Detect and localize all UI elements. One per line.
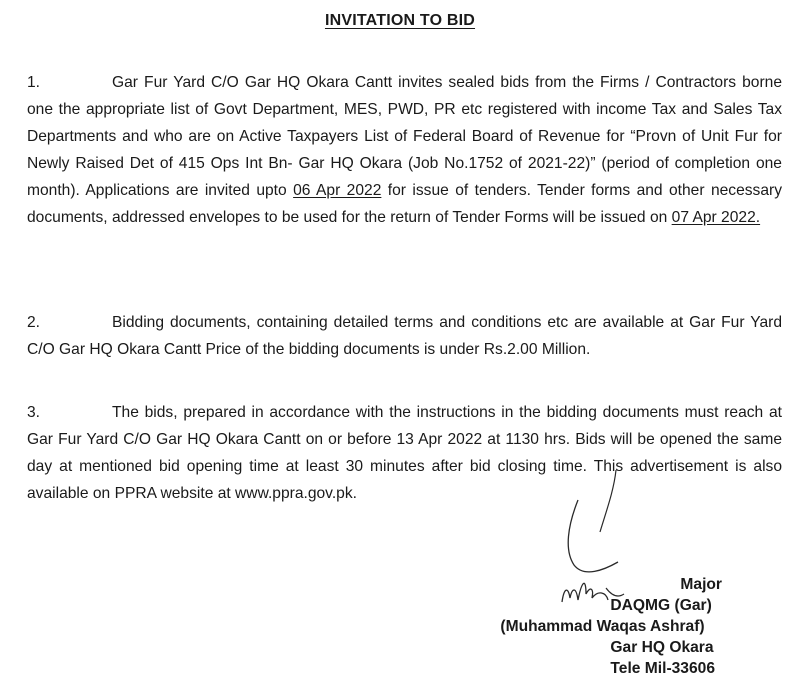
- paragraph-number: 1.: [27, 74, 41, 91]
- paragraph-1: [27, 69, 782, 231]
- signature-block: [500, 574, 722, 679]
- paragraph-text: Bidding documents, containing detailed terms and conditions etc are available at Gar Fur Yard C/O Gar HQ Okara Cantt Price of the bidding documents is under Rs.2.00 Million.: [27, 314, 782, 358]
- paragraph-2: [27, 309, 782, 363]
- paragraph-number: 3.: [27, 404, 41, 421]
- title-text: INVITATION TO BID: [324, 12, 476, 29]
- paragraph-text: The bids, prepared in accordance with the instructions in the bidding documents must reach at Gar Fur Yard C/O Gar HQ Okara Cantt on or before 13 Apr 2022 at 1130 hrs. Bids will be opened the same day at mentioned bid opening time at least 30 minutes after bid closing time. This advertisement is also available on PPRA website at www.ppra.gov.pk.: [27, 404, 782, 502]
- signatory-rank: Major: [680, 576, 722, 593]
- paragraph-number: 2.: [27, 314, 41, 331]
- signatory-phone: Tele Mil-33606: [610, 660, 715, 677]
- paragraph-text: Gar Fur Yard C/O Gar HQ Okara Cantt invites sealed bids from the Firms / Contractors borne one the appropriate list of Govt Department, MES, PWD, PR etc registered with income Tax and Sales Tax Departments and who are on Active Taxpayers List of Federal Board of Revenue for “Provn of Unit Fur for Newly Raised Det of 415 Ops Int Bn- Gar HQ Okara (Job No.1752 of 2021-22)” (period of completion one month). Applications are invited upto: [27, 74, 782, 199]
- signatory-appointment: DAQMG (Gar): [610, 597, 712, 614]
- signatory-office: Gar HQ Okara: [610, 639, 714, 656]
- application-deadline: 06 Apr 2022: [293, 182, 382, 199]
- document-title: [0, 12, 800, 30]
- paragraph-text-continued: for issue of tenders. Tender forms and other necessary documents, addressed envelopes to be used for the return of Tender Forms will be issued on: [27, 182, 783, 226]
- tender-issue-date: 07 Apr 2022.: [671, 209, 761, 226]
- signatory-name: (Muhammad Waqas Ashraf): [500, 618, 705, 635]
